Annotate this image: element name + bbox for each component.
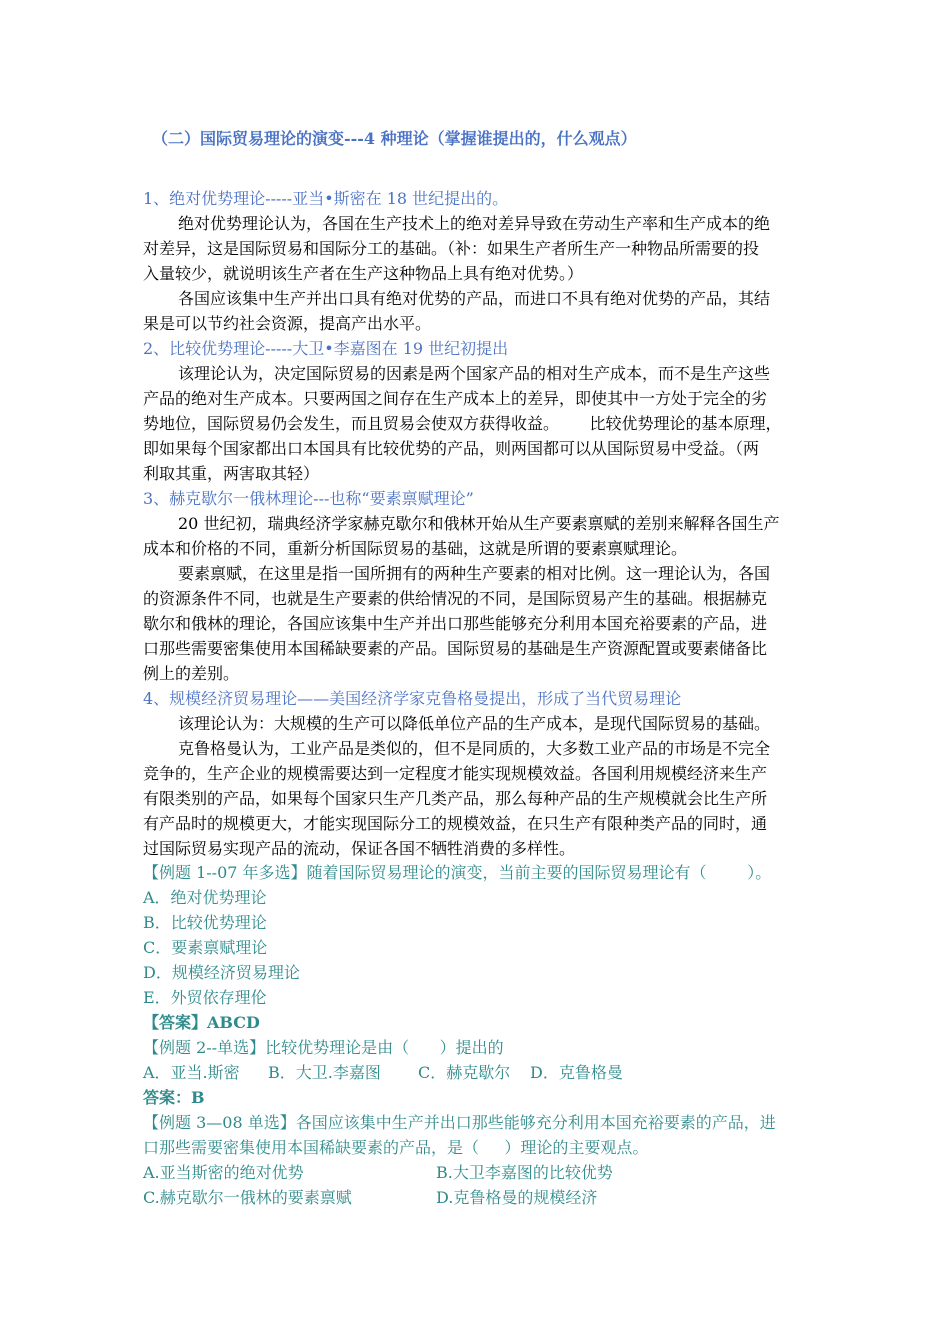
heading-comparative-advantage: 2、比较优势理论-----大卫•李嘉图在 19 世纪初提出 <box>143 339 509 358</box>
example-3-option-b: B.大卫李嘉图的比较优势 <box>436 1163 613 1182</box>
example-2-options <box>143 1060 813 1085</box>
paragraph-line: 该理论认为，决定国际贸易的因素是两个国家产品的相对生产成本，而不是生产这些 <box>178 364 771 383</box>
paragraph-line: 果是可以节约社会资源，提高产出水平。 <box>143 314 432 333</box>
paragraph-line: 成本和价格的不同，重新分析国际贸易的基础，这就是所谓的要素禀赋理论。 <box>143 539 688 558</box>
paragraph-line: 绝对优势理论认为，各国在生产技术上的绝对差异导致在劳动生产率和生产成本的绝 <box>178 214 771 233</box>
example-2-option-d: D．克鲁格曼 <box>530 1063 623 1082</box>
example-1-option-a: A．绝对优势理论 <box>143 888 267 907</box>
paragraph-line: 的资源条件不同，也就是生产要素的供给情况的不同，是国际贸易产生的基础。根据赫克 <box>143 589 768 608</box>
example-1-option-c: C．要素禀赋理论 <box>143 938 268 957</box>
example-3-options-row-1 <box>143 1160 813 1185</box>
example-2-answer: 答案：B <box>143 1088 205 1107</box>
paragraph-line: 歇尔和俄林的理论，各国应该集中生产并出口那些能够充分利用本国充裕要素的产品，进 <box>143 614 768 633</box>
heading-economies-of-scale: 4、规模经济贸易理论——美国经济学家克鲁格曼提出，形成了当代贸易理论 <box>143 689 682 708</box>
paragraph-line: 有产品时的规模更大，才能实现国际分工的规模效益，在只生产有限种类产品的同时，通 <box>143 814 768 833</box>
example-3-option-d: D.克鲁格曼的规模经济 <box>436 1188 598 1207</box>
paragraph-line: 即如果每个国家都出口本国具有比较优势的产品，则两国都可以从国际贸易中受益。（两 <box>143 439 760 458</box>
paragraph-line: 对差异，这是国际贸易和国际分工的基础。（补：如果生产者所生产一种物品所需要的投 <box>143 239 760 258</box>
example-1-answer: 【答案】ABCD <box>143 1013 260 1032</box>
paragraph-line: 产品的绝对生产成本。只要两国之间存在生产成本上的差异，即使其中一方处于完全的劣 <box>143 389 768 408</box>
example-2-option-a: A．亚当.斯密 <box>143 1063 240 1082</box>
example-2-option-c: C．赫克歇尔 <box>418 1063 511 1082</box>
example-1-question: 【例题 1--07 年多选】随着国际贸易理论的演变，当前主要的国际贸易理论有（ ）。 <box>143 863 772 882</box>
heading-factor-endowment: 3、赫克歇尔一俄林理论---也称“要素禀赋理论” <box>143 489 474 508</box>
paragraph-line: 利取其重，两害取其轻） <box>143 464 320 483</box>
section-title: （二）国际贸易理论的演变---4 种理论（掌握谁提出的，什么观点） <box>152 129 637 148</box>
paragraph-line: 入量较少，就说明该生产者在生产这种物品上具有绝对优势。） <box>143 264 584 283</box>
paragraph-line: 有限类别的产品，如果每个国家只生产几类产品，那么每种产品的生产规模就会比生产所 <box>143 789 768 808</box>
example-1-option-b: B．比较优势理论 <box>143 913 267 932</box>
paragraph-line: 克鲁格曼认为，工业产品是类似的，但不是同质的，大多数工业产品的市场是不完全 <box>178 739 771 758</box>
paragraph-line: 各国应该集中生产并出口具有绝对优势的产品，而进口不具有绝对优势的产品，其结 <box>178 289 771 308</box>
paragraph-line: 竞争的，生产企业的规模需要达到一定程度才能实现规模效益。各国利用规模经济来生产 <box>143 764 768 783</box>
example-1-option-d: D．规模经济贸易理论 <box>143 963 300 982</box>
example-3-question-line: 口那些需要密集使用本国稀缺要素的产品，是（ ）理论的主要观点。 <box>143 1138 649 1157</box>
example-1-option-e: E．外贸依存理伦 <box>143 988 267 1007</box>
paragraph-line: 该理论认为：大规模的生产可以降低单位产品的生产成本，是现代国际贸易的基础。 <box>178 714 771 733</box>
example-2-question: 【例题 2--单选】比较优势理论是由（ ）提出的 <box>143 1038 504 1057</box>
example-2-option-b: B．大卫.李嘉图 <box>268 1063 381 1082</box>
paragraph-line: 20 世纪初，瑞典经济学家赫克歇尔和俄林开始从生产要素禀赋的差别来解释各国生产 <box>178 514 780 533</box>
example-3-question-line: 【例题 3—08 单选】各国应该集中生产并出口那些能够充分利用本国充裕要素的产品，进 <box>143 1113 776 1132</box>
example-3-option-c: C.赫克歇尔一俄林的要素禀赋 <box>143 1188 352 1207</box>
paragraph-line: 势地位，国际贸易仍会发生，而且贸易会使双方获得收益。 比较优势理论的基本原理， <box>143 414 782 433</box>
example-3-option-a: A.亚当斯密的绝对优势 <box>143 1163 304 1182</box>
paragraph-line: 口那些需要密集使用本国稀缺要素的产品。国际贸易的基础是生产资源配置或要素储备比 <box>143 639 768 658</box>
example-3-options-row-2 <box>143 1185 813 1210</box>
heading-absolute-advantage: 1、绝对优势理论-----亚当•斯密在 18 世纪提出的。 <box>143 189 509 208</box>
paragraph-line: 要素禀赋，在这里是指一国所拥有的两种生产要素的相对比例。这一理论认为，各国 <box>178 564 771 583</box>
paragraph-line: 过国际贸易实现产品的流动，保证各国不牺牲消费的多样性。 <box>143 839 576 858</box>
paragraph-line: 例上的差别。 <box>143 664 240 683</box>
